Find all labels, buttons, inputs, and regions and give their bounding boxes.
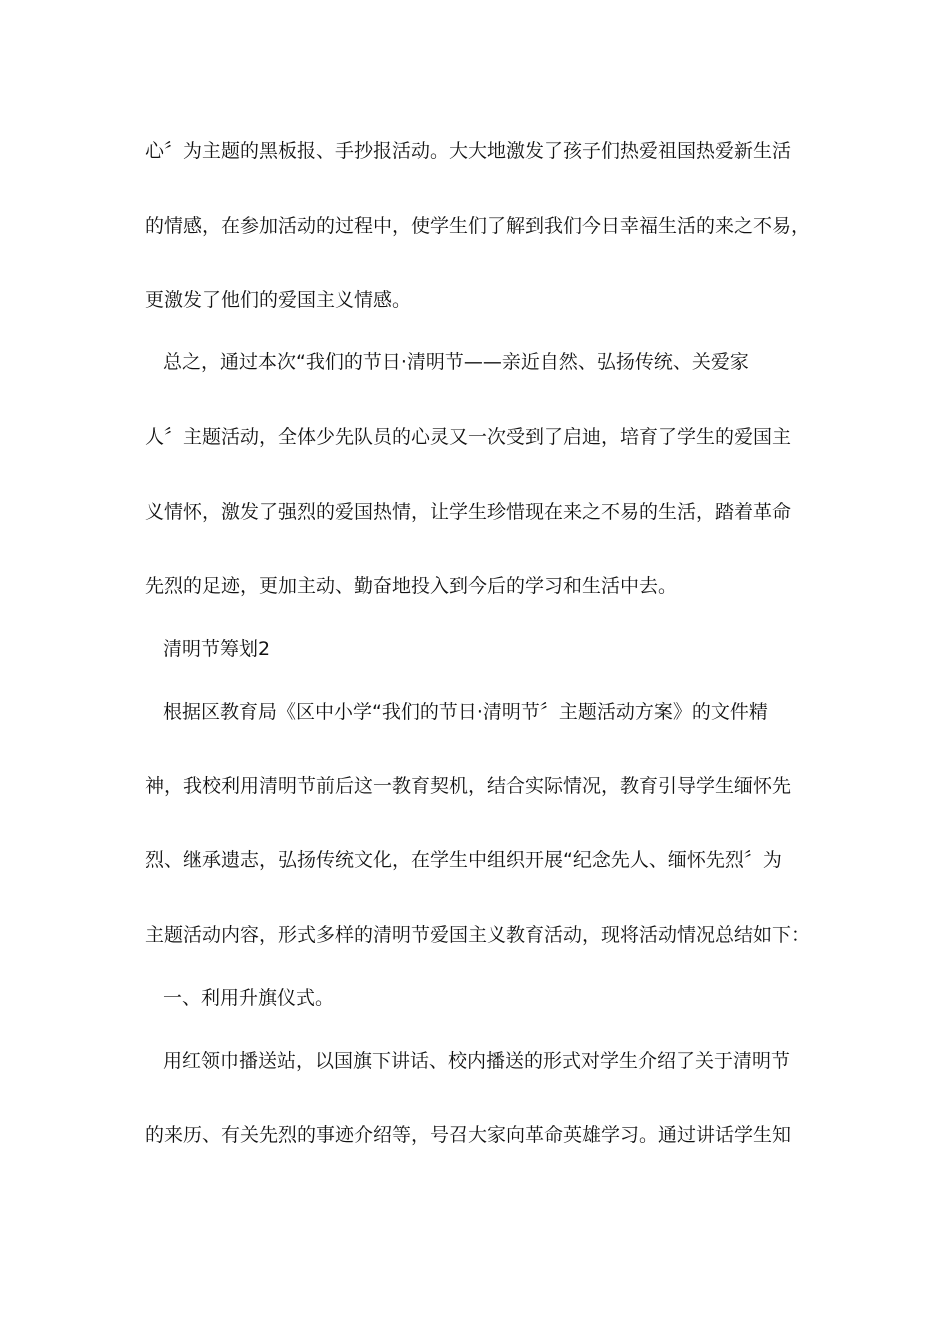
text-line: 烈、继承遗志，弘扬传统文化，在学生中组织开展“纪念先人、缅怀先烈〞为 <box>145 849 782 871</box>
text-line: 义情怀，激发了强烈的爱国热情，让学生珍惜现在来之不易的生活，踏着革命 <box>145 501 792 523</box>
text-line: 人〞主题活动，全体少先队员的心灵又一次受到了启迪，培育了学生的爱国主 <box>145 426 792 448</box>
paragraph-start-line: 总之，通过本次“我们的节日·清明节——亲近自然、弘扬传统、关爱家 <box>163 351 749 373</box>
subsection-heading: 一、利用升旗仪式。 <box>163 987 335 1009</box>
paragraph-start-line: 用红领巾播送站，以国旗下讲话、校内播送的形式对学生介绍了关于清明节 <box>163 1050 791 1072</box>
text-line: 主题活动内容，形式多样的清明节爱国主义教育活动，现将活动情况总结如下： <box>145 924 811 946</box>
paragraph-start-line: 根据区教育局《区中小学“我们的节日·清明节〞主题活动方案》的文件精 <box>163 701 768 723</box>
text-line: 神，我校利用清明节前后这一教育契机，结合实际情况，教育引导学生缅怀先 <box>145 775 792 797</box>
text-line: 先烈的足迹，更加主动、勤奋地投入到今后的学习和生活中去。 <box>145 575 678 597</box>
section-heading: 清明节筹划2 <box>163 638 271 660</box>
text-line: 的来历、有关先烈的事迹介绍等，号召大家向革命英雄学习。通过讲话学生知 <box>145 1124 792 1146</box>
text-line: 心〞为主题的黑板报、手抄报活动。大大地激发了孩子们热爱祖国热爱新生活 <box>145 140 792 162</box>
text-line: 更激发了他们的爱国主义情感。 <box>145 289 412 311</box>
text-line: 的情感，在参加活动的过程中，使学生们了解到我们今日幸福生活的来之不易， <box>145 215 811 237</box>
